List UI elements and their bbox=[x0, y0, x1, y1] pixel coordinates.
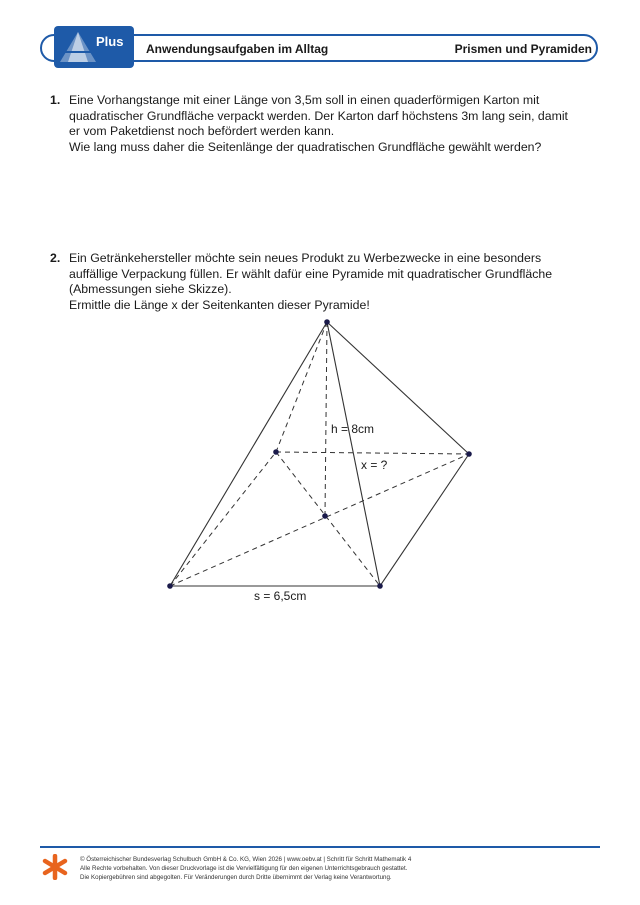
base-point bbox=[466, 451, 472, 457]
task-2 bbox=[50, 251, 590, 313]
worksheet-title: Anwendungsaufgaben im Alltag bbox=[146, 42, 329, 56]
edge-label: x = ? bbox=[361, 458, 388, 472]
task-text-line: Ermittle die Länge x der Seitenkanten dieser Pyramide! bbox=[69, 297, 370, 312]
badge-label: Plus bbox=[96, 34, 124, 49]
task-text-line: er vom Paketdienst noch befördert werden kann. bbox=[69, 124, 335, 138]
footer-line: Alle Rechte vorbehalten. Von dieser Druckvorlage ist die Vervielfältigung für den eigenen Unterrichtsgebrauch gestattet. bbox=[80, 865, 408, 872]
task-number: 1. bbox=[50, 93, 61, 107]
task-1 bbox=[50, 93, 590, 155]
plus-badge bbox=[54, 26, 134, 68]
pyramid-logo-icon bbox=[58, 30, 98, 64]
footer-line: © Österreichischer Bundesverlag Schulbuch GmbH & Co. KG, Wien 2026 | www.oebv.at | Schritt für Schritt Mathematik 4 bbox=[80, 856, 412, 863]
edge-solid bbox=[170, 322, 327, 586]
center-point bbox=[322, 513, 328, 519]
task-text-line: auffällige Verpackung füllen. Er wählt dafür eine Pyramide mit quadratischer Grundfläche bbox=[69, 266, 553, 281]
task-text-line: (Abmessungen siehe Skizze). bbox=[69, 282, 232, 296]
base-point bbox=[377, 583, 383, 589]
task-number: 2. bbox=[50, 251, 61, 265]
pyramid-sketch bbox=[160, 315, 480, 605]
base-point bbox=[167, 583, 173, 589]
height-label: h = 8cm bbox=[331, 422, 375, 436]
edge-solid bbox=[380, 454, 469, 586]
apex-point bbox=[324, 319, 330, 325]
publisher-logo-icon bbox=[42, 854, 68, 880]
side-label: s = 6,5cm bbox=[254, 589, 307, 603]
edge-solid bbox=[327, 322, 380, 586]
height-line bbox=[325, 322, 327, 516]
footer-rule bbox=[40, 846, 600, 848]
copyright-notice bbox=[80, 855, 411, 882]
task-text-line: quadratischer Grundfläche verpackt werden. Der Karton darf höchstens 3m lang sein, damit bbox=[69, 108, 568, 123]
edge-hidden bbox=[170, 452, 276, 586]
worksheet-topic: Prismen und Pyramiden bbox=[454, 42, 592, 56]
edge-hidden bbox=[276, 322, 327, 452]
edge-hidden bbox=[276, 452, 469, 454]
task-text-line: Ein Getränkehersteller möchte sein neues Produkt zu Werbezwecke in eine besonders bbox=[69, 251, 542, 265]
task-text-line: Wie lang muss daher die Seitenlänge der quadratischen Grundfläche gewählt werden? bbox=[69, 139, 542, 154]
diagonal bbox=[276, 452, 380, 586]
base-point bbox=[273, 449, 279, 455]
task-text-line: Eine Vorhangstange mit einer Länge von 3,5m soll in einen quaderförmigen Karton mit bbox=[69, 93, 540, 107]
footer-line: Die Kopiergebühren sind abgegolten. Für Veränderungen durch Dritte übernimmt der Verlag keine Verantwortung. bbox=[80, 874, 392, 881]
